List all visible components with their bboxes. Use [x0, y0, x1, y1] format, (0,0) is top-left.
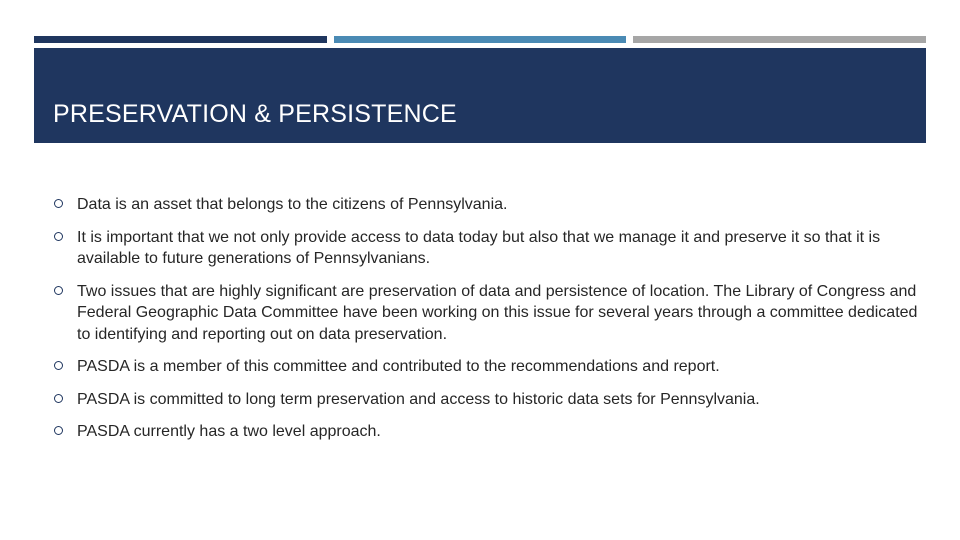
- bullet-text: Two issues that are highly significant are preservation of data and persistence of location. The Library of Congress and Federal Geographic Data Committee have been working on this issue for several years through a committee dedicated to identifying and reporting out on data preservation.: [77, 282, 918, 343]
- accent-bar-dark: [34, 36, 327, 43]
- bullet-item: [52, 421, 918, 443]
- accent-bar-blue: [334, 36, 626, 43]
- bullet-item: [52, 281, 918, 346]
- accent-bar-gray: [633, 36, 926, 43]
- bullet-text: PASDA is committed to long term preservation and access to historic data sets for Pennsylvania.: [77, 390, 760, 408]
- title-band: [34, 48, 926, 143]
- bullet-item: [52, 227, 918, 270]
- hollow-circle-icon: [54, 394, 63, 403]
- bullet-text: PASDA currently has a two level approach.: [77, 423, 381, 440]
- bullet-item: [52, 194, 918, 216]
- bullet-item: [52, 356, 918, 378]
- bullet-list: [52, 194, 918, 454]
- hollow-circle-icon: [54, 199, 63, 208]
- hollow-circle-icon: [54, 286, 63, 295]
- hollow-circle-icon: [54, 361, 63, 370]
- bullet-text: PASDA is a member of this committee and contributed to the recommendations and report.: [77, 358, 720, 375]
- slide-title: PRESERVATION & PERSISTENCE: [53, 100, 457, 128]
- bullet-text: Data is an asset that belongs to the citizens of Pennsylvania.: [77, 196, 508, 213]
- hollow-circle-icon: [54, 426, 63, 435]
- bullet-text: It is important that we not only provide access to data today but also that we manage it and preserve it so that it is available to future generations of Pennsylvanians.: [77, 228, 881, 267]
- bullet-item: [52, 389, 918, 411]
- hollow-circle-icon: [54, 232, 63, 241]
